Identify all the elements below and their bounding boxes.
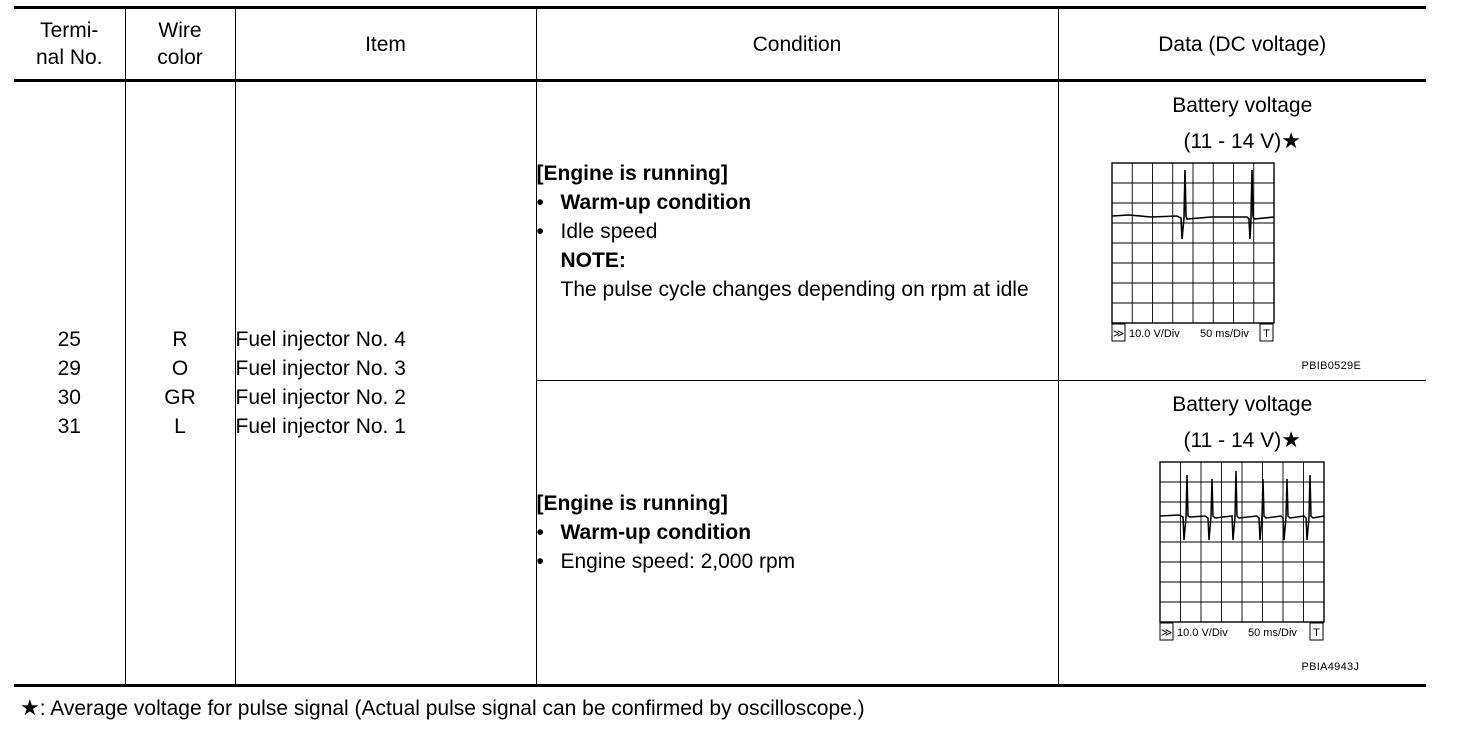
note-text: The pulse cycle changes depending on rpm at idle <box>560 277 1029 301</box>
note-block <box>537 246 1058 304</box>
footnote-text: : Average voltage for pulse signal (Actual pulse signal can be confirmed by oscilloscope.) <box>39 697 865 720</box>
svg-text:T: T <box>1312 627 1320 639</box>
terminal-spec-table <box>14 6 1426 687</box>
item-name: Fuel injector No. 2 <box>235 386 406 409</box>
wire-colors-cell <box>125 81 235 686</box>
condition-bullet: • Engine speed: 2,000 rpm <box>536 550 796 573</box>
condition-bullet: • Warm-up condition <box>536 521 752 544</box>
svg-text:≫: ≫ <box>1112 328 1124 340</box>
header-data: Data (DC voltage) <box>1058 8 1426 81</box>
data-cell-idle <box>1058 81 1426 381</box>
terminal-number: 30 <box>57 386 81 409</box>
item-name: Fuel injector No. 3 <box>235 357 406 380</box>
header-item: Item <box>235 8 536 81</box>
star-icon: ★ <box>1281 128 1301 153</box>
item-name: Fuel injector No. 4 <box>235 328 406 351</box>
svg-text:10.0 V/Div: 10.0 V/Div <box>1128 328 1180 340</box>
terminal-number: 25 <box>57 328 81 351</box>
svg-text:50 ms/Div: 50 ms/Div <box>1247 627 1297 639</box>
star-icon: ★ <box>20 695 40 720</box>
header-wire-color: Wire color <box>125 8 235 81</box>
terminal-number: 31 <box>57 415 81 438</box>
oscilloscope-waveform-2000rpm <box>1159 461 1325 643</box>
wire-color: L <box>174 415 186 438</box>
svg-text:T: T <box>1262 328 1270 340</box>
data-value-line1: Battery voltage <box>1172 393 1313 416</box>
condition-bullet: • Warm-up condition <box>536 190 752 214</box>
waveform-graphic <box>1159 461 1325 643</box>
wire-color: R <box>172 328 188 351</box>
condition-title: [Engine is running] <box>536 492 728 515</box>
star-icon: ★ <box>1281 427 1301 452</box>
data-cell-2000rpm <box>1058 381 1426 686</box>
terminal-number: 29 <box>57 357 81 380</box>
waveform-graphic <box>1111 162 1275 344</box>
svg-text:10.0 V/Div: 10.0 V/Div <box>1176 627 1228 639</box>
condition-cell-idle <box>536 81 1058 381</box>
svg-text:≫: ≫ <box>1160 627 1172 639</box>
condition-title: [Engine is running] <box>536 161 728 185</box>
terminal-numbers-cell <box>14 81 125 686</box>
wire-color: O <box>171 357 189 380</box>
note-title: NOTE: <box>560 248 626 272</box>
items-cell <box>235 81 536 686</box>
data-value-line1: Battery voltage <box>1172 94 1313 117</box>
header-terminal-no: Termi- nal No. <box>14 8 125 81</box>
data-value-line2: (11 - 14 V)★ <box>1183 128 1301 153</box>
figure-id: PBIB0529E <box>1301 360 1362 372</box>
figure-id: PBIA4943J <box>1301 661 1360 673</box>
svg-text:50 ms/Div: 50 ms/Div <box>1199 328 1249 340</box>
item-name: Fuel injector No. 1 <box>235 415 406 438</box>
wire-color: GR <box>164 386 196 409</box>
data-value-line2: (11 - 14 V)★ <box>1183 427 1301 452</box>
condition-cell-2000rpm <box>536 381 1058 686</box>
footnote <box>20 695 865 721</box>
condition-bullet: • Idle speed <box>536 219 658 243</box>
header-condition: Condition <box>536 8 1058 81</box>
oscilloscope-waveform-idle <box>1111 162 1275 344</box>
